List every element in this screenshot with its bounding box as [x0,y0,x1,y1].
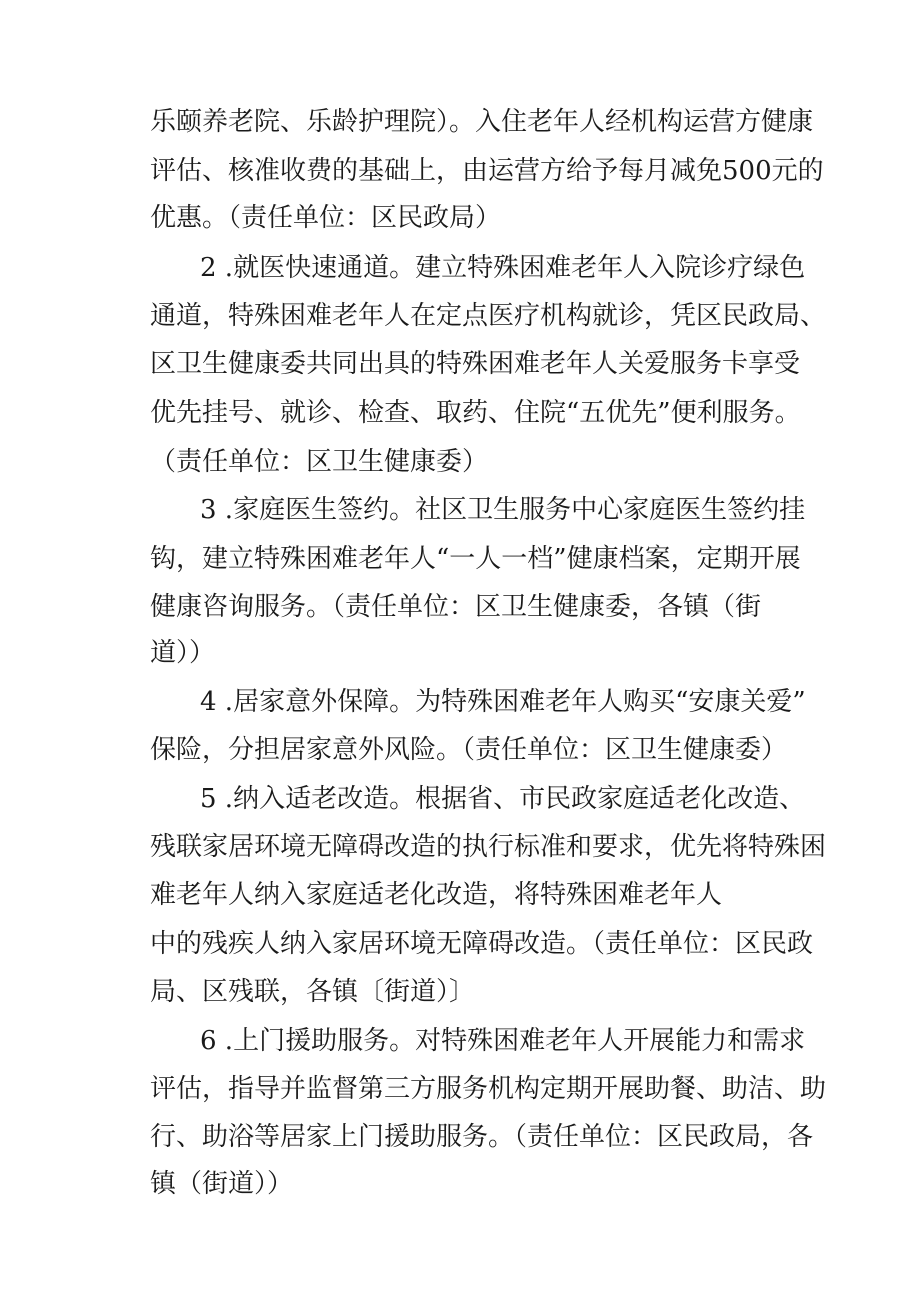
paragraph-4-first-line: 4 .居家意外保障。为特殊困难老年人购买“安康关爱” [200,687,806,717]
text-line: （责任单位：区卫生健康委） [150,447,489,477]
paragraph-5-first-line: 5 .纳入适老改造。根据省、市民政家庭适老化改造、 [200,784,806,814]
text-line: 钩，建立特殊困难老年人“一人一档”健康档案，定期开展 [150,544,801,574]
text-line: 通道，特殊困难老年人在定点医疗机构就诊，凭区民政局、 [150,301,827,331]
paragraph-2-first-line: 2 .就医快速通道。建立特殊困难老年人入院诊疗绿色 [200,253,806,283]
text-line: 残联家居环境无障碍改造的执行标准和要求，优先将特殊困 [150,832,827,862]
text-line: 道）） [150,638,216,668]
text-line: 优惠。（责任单位：区民政局） [150,203,502,233]
text-line: 乐颐养老院、乐龄护理院）。入住老年人经机构运营方健康 [150,107,814,137]
text-line: 评估，指导并监督第三方服务机构定期开展助餐、助洁、助 [150,1074,827,1104]
text-line: 区卫生健康委共同出具的特殊困难老年人关爱服务卡享受 [150,349,801,379]
paragraph-3-first-line: 3 .家庭医生签约。社区卫生服务中心家庭医生签约挂 [200,495,806,525]
text-line: 行、助浴等居家上门援助服务。（责任单位：区民政局，各 [150,1122,814,1152]
text-line: 局、区残联，各镇〔街道）〕 [150,977,476,1007]
text-line: 保险，分担居家意外风险。（责任单位：区卫生健康委） [150,735,788,765]
text-line: 中的残疾人纳入家居环境无障碍改造。（责任单位：区民政 [150,929,814,959]
text-line: 难老年人纳入家庭适老化改造，将特殊困难老年人 [150,880,723,910]
text-line: 镇（街道）） [150,1169,294,1199]
paragraph-6-first-line: 6 .上门援助服务。对特殊困难老年人开展能力和需求 [200,1026,806,1056]
text-line: 评估、核准收费的基础上，由运营方给予每月减免500元的 [150,156,824,186]
text-line: 健康咨询服务。（责任单位：区卫生健康委，各镇（街 [150,592,762,622]
text-line: 优先挂号、就诊、检查、取药、住院“五优先”便利服务。 [150,398,801,428]
